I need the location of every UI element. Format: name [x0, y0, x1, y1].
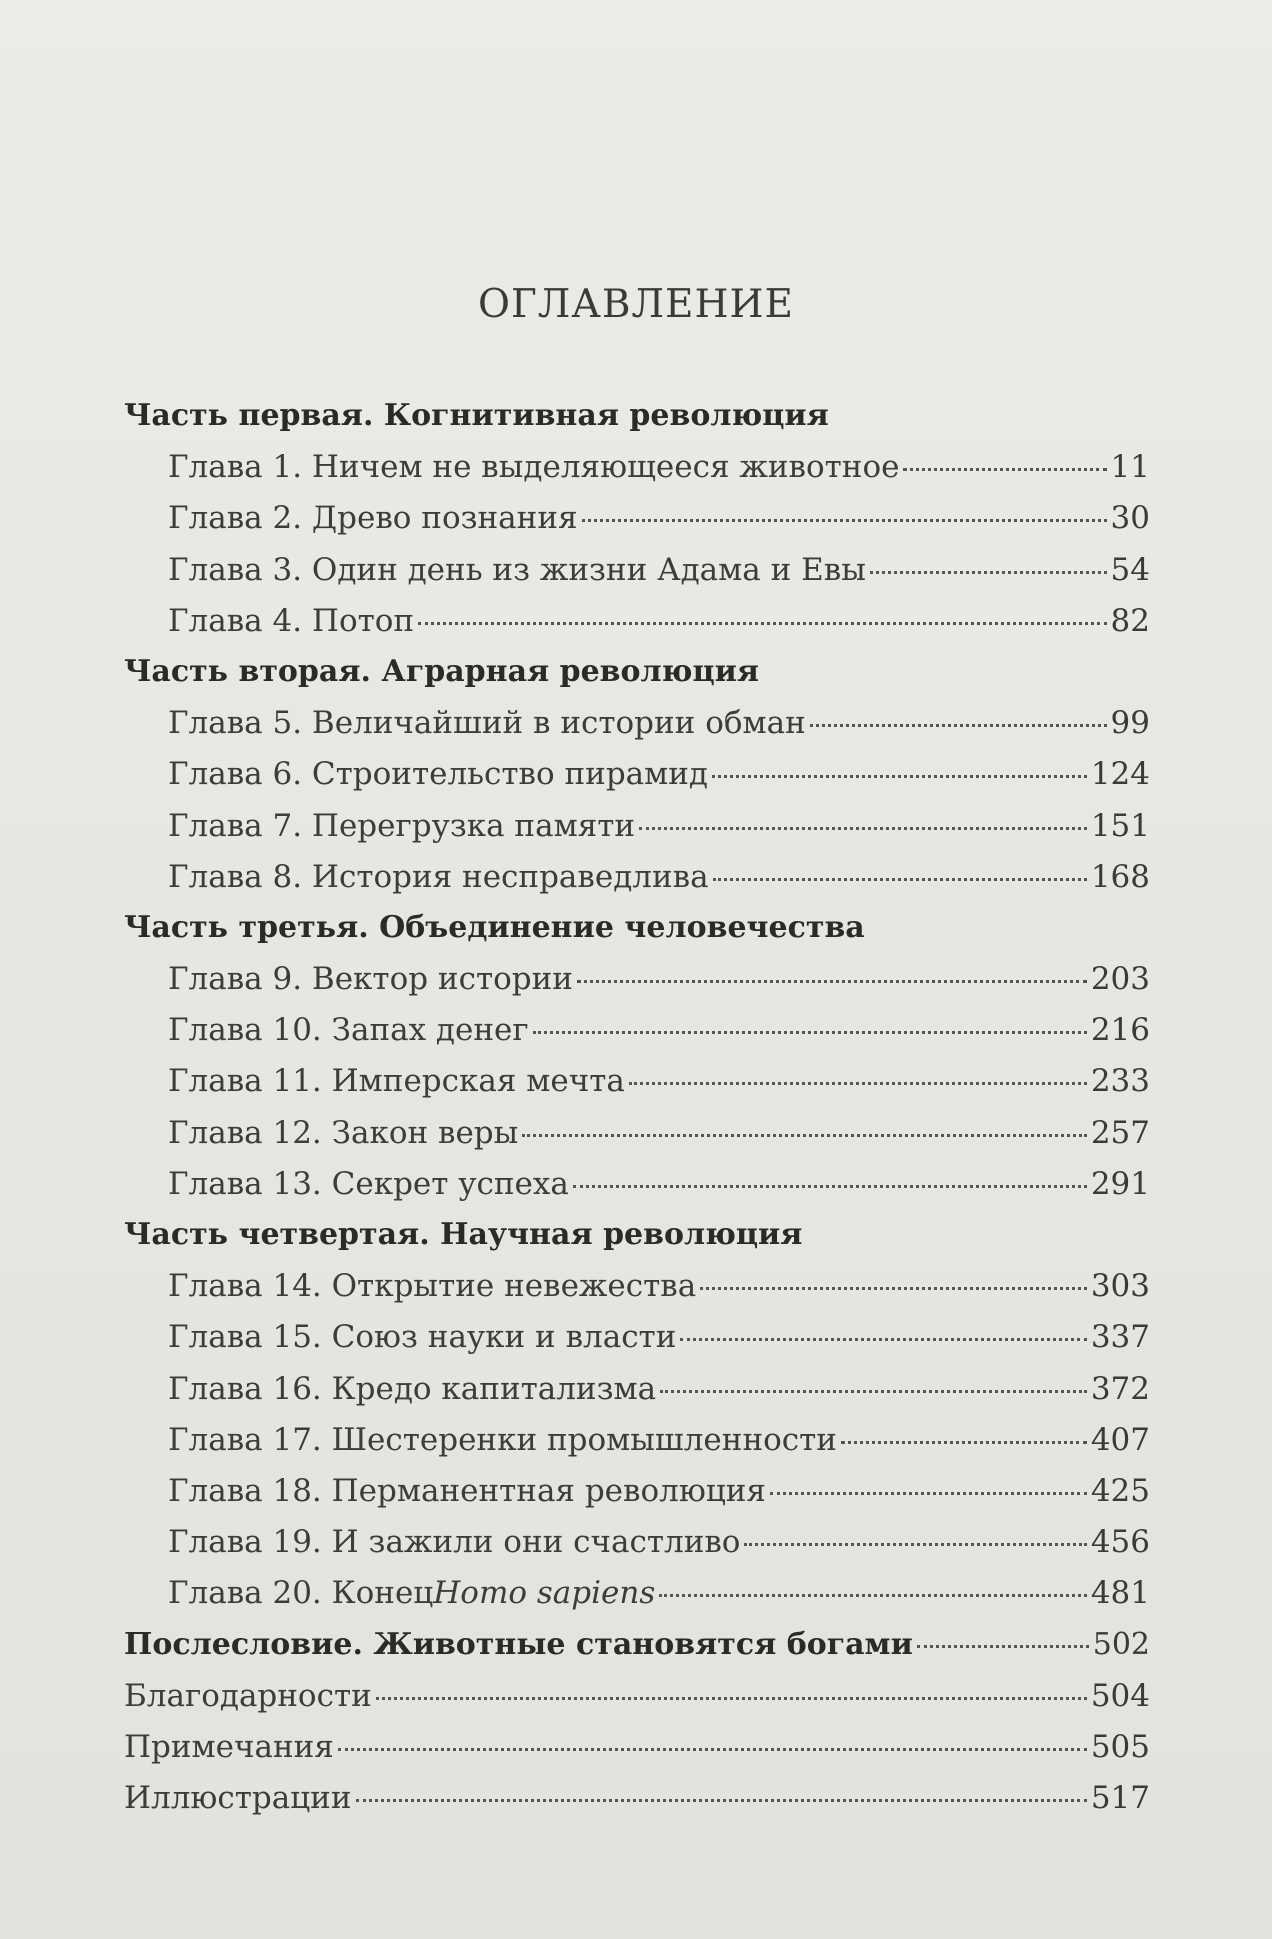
dot-leader: [680, 1338, 1086, 1341]
toc-page-number: 99: [1110, 705, 1150, 742]
dot-leader: [903, 468, 1106, 471]
dot-leader: [582, 519, 1107, 522]
toc-page-number: 54: [1110, 551, 1150, 588]
dot-leader: [533, 1031, 1087, 1034]
toc-entry-label-italic: Homo sapiens: [433, 1575, 656, 1612]
toc-entry-label: Глава 17. Шестеренки промышленности: [168, 1421, 837, 1458]
toc-entry-label: Глава 18. Перманентная революция: [168, 1472, 766, 1509]
page-title: ОГЛАВЛЕНИЕ: [477, 282, 795, 327]
toc-chapter-entry: [124, 1319, 1150, 1370]
toc-entry-label: Глава 2. Древо познания: [168, 500, 578, 537]
dot-leader: [659, 1594, 1087, 1597]
toc-entry-label: Глава 11. Имперская мечта: [168, 1063, 625, 1100]
toc-entry-label: Глава 16. Кредо капитализма: [168, 1370, 657, 1407]
toc-entry-label: Глава 14. Открытие невежества: [168, 1268, 697, 1305]
toc-entry-label: Глава 3. Один день из жизни Адама и Евы: [168, 551, 866, 588]
toc-page-number: 425: [1090, 1472, 1150, 1509]
toc-entry-label: Часть первая. Когнитивная революция: [124, 398, 829, 433]
toc-entry-label: Благодарности: [124, 1677, 372, 1714]
toc-entry-label: Часть четвертая. Научная революция: [124, 1217, 803, 1252]
toc-entry-label: Глава 5. Величайший в истории обман: [168, 705, 806, 742]
toc-chapter-entry: [124, 1524, 1150, 1575]
toc-chapter-entry: [124, 961, 1150, 1012]
toc-chapter-entry: [124, 1422, 1150, 1473]
toc-entry-label: Часть вторая. Аграрная революция: [124, 653, 760, 689]
toc-chapter-entry: [124, 808, 1150, 859]
toc-chapter-entry: [124, 1575, 1150, 1626]
toc-part-heading: [124, 1217, 1150, 1268]
toc-entry-label: Иллюстрации: [124, 1780, 352, 1817]
toc-page-number: 168: [1090, 858, 1150, 895]
dot-leader: [376, 1697, 1087, 1700]
toc-page-number: 481: [1090, 1575, 1150, 1612]
dot-leader: [712, 775, 1087, 778]
toc-page-number: 337: [1090, 1319, 1150, 1356]
dot-leader: [917, 1645, 1089, 1648]
toc-chapter-entry: [124, 1371, 1150, 1422]
dot-leader: [870, 571, 1107, 574]
toc-entry-label: Глава 12. Закон веры: [168, 1114, 519, 1151]
toc-chapter-entry: [124, 756, 1150, 807]
toc-chapter-entry: [124, 603, 1150, 654]
toc-page-number: 233: [1090, 1063, 1150, 1100]
toc-page-number: 372: [1090, 1370, 1150, 1407]
dot-leader: [356, 1799, 1087, 1802]
toc-chapter-entry: [124, 500, 1150, 551]
dot-leader: [841, 1441, 1087, 1444]
toc-backmatter-entry: [124, 1729, 1150, 1780]
dot-leader: [810, 724, 1107, 727]
toc-page-number: 203: [1090, 961, 1150, 998]
toc-page-number: 11: [1110, 449, 1150, 486]
toc-page-number: 257: [1090, 1114, 1150, 1151]
toc-entry-label: Послесловие. Животные становятся богами: [124, 1626, 913, 1662]
toc-chapter-entry: [124, 859, 1150, 910]
toc-part-heading: [124, 1627, 1150, 1678]
toc-page-number: 151: [1090, 807, 1150, 844]
toc-page-number: 82: [1110, 602, 1150, 639]
table-of-contents: [124, 398, 1150, 1831]
toc-page-number: 502: [1092, 1626, 1150, 1662]
toc-page-number: 517: [1090, 1780, 1150, 1817]
toc-chapter-entry: [124, 552, 1150, 603]
toc-backmatter-entry: [124, 1678, 1150, 1729]
toc-part-heading: [124, 654, 1150, 705]
dot-leader: [639, 827, 1087, 830]
dot-leader: [577, 980, 1087, 983]
toc-entry-label: Глава 20. Конец: [168, 1575, 434, 1612]
toc-entry-label: Примечания: [124, 1728, 334, 1765]
toc-entry-label: Глава 13. Секрет успеха: [168, 1165, 569, 1202]
toc-entry-label: Глава 7. Перегрузка памяти: [168, 807, 636, 844]
toc-page-number: 504: [1090, 1677, 1150, 1714]
toc-chapter-entry: [124, 1115, 1150, 1166]
toc-part-heading: [124, 398, 1150, 449]
toc-part-heading: [124, 910, 1150, 961]
toc-page-number: 456: [1090, 1524, 1150, 1561]
toc-chapter-entry: [124, 1063, 1150, 1114]
dot-leader: [629, 1082, 1087, 1085]
dot-leader: [418, 622, 1106, 625]
toc-chapter-entry: [124, 1012, 1150, 1063]
dot-leader: [660, 1390, 1087, 1393]
toc-chapter-entry: [124, 1166, 1150, 1217]
dot-leader: [744, 1543, 1086, 1546]
toc-chapter-entry: [124, 1473, 1150, 1524]
toc-page-number: 216: [1090, 1012, 1150, 1049]
toc-page-number: 505: [1090, 1728, 1150, 1765]
toc-page-number: 124: [1090, 756, 1150, 793]
dot-leader: [522, 1134, 1087, 1137]
toc-chapter-entry: [124, 449, 1150, 500]
toc-page-number: 303: [1090, 1268, 1150, 1305]
toc-page-number: 291: [1090, 1165, 1150, 1202]
toc-backmatter-entry: [124, 1780, 1150, 1831]
toc-entry-label: Глава 4. Потоп: [168, 602, 415, 639]
dot-leader: [573, 1185, 1087, 1188]
toc-entry-label: Глава 6. Строительство пирамид: [168, 756, 709, 793]
toc-chapter-entry: [124, 1268, 1150, 1319]
toc-entry-label: Глава 1. Ничем не выделяющееся животное: [168, 449, 900, 486]
toc-page-number: 30: [1110, 500, 1150, 537]
toc-entry-label: Глава 10. Запах денег: [168, 1012, 529, 1049]
toc-entry-label: Глава 19. И зажили они счастливо: [168, 1524, 741, 1561]
dot-leader: [338, 1748, 1087, 1751]
dot-leader: [713, 878, 1087, 881]
toc-entry-label: Глава 9. Вектор истории: [168, 961, 573, 998]
dot-leader: [700, 1287, 1087, 1290]
toc-entry-label: Глава 15. Союз науки и власти: [168, 1319, 677, 1356]
toc-chapter-entry: [124, 705, 1150, 756]
dot-leader: [770, 1492, 1087, 1495]
toc-entry-label: Часть третья. Объединение человечества: [124, 909, 865, 945]
toc-entry-label: Глава 8. История несправедлива: [168, 858, 709, 895]
toc-page-number: 407: [1090, 1421, 1150, 1458]
